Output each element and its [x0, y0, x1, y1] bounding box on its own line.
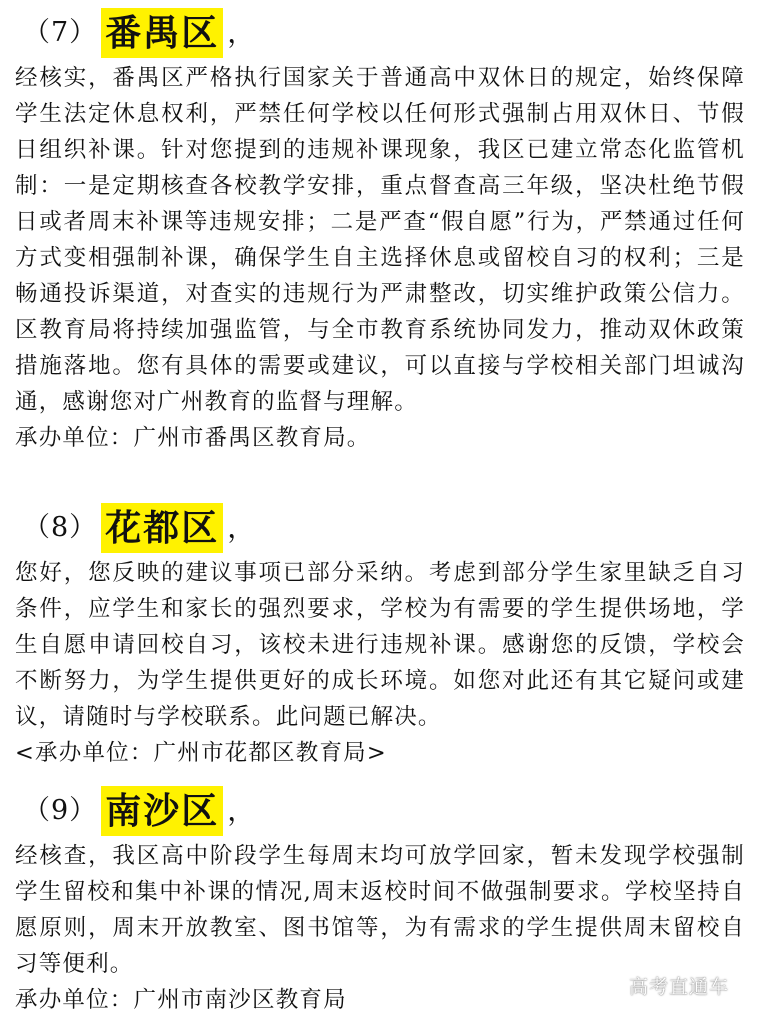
- heading-comma: ，: [227, 794, 256, 827]
- district-name-highlight: 番禺区: [101, 8, 223, 58]
- section-huadu: [15, 501, 745, 771]
- handling-unit: 承办单位：广州市南沙区教育局: [15, 987, 347, 1013]
- reply-text: 您好，您反映的建议事项已部分采纳。考虑到部分学生家里缺乏自习条件，应学生和家长的强烈要求，学校为有需要的学生提供场地，学生自愿申请回校自习，该校未进行违规补课。感谢您的反馈，学校会不断努力，为学生提供更好的成长环境。如您对此还有其它疑问或建议，请随时与学校联系。此问题已解决。: [15, 560, 745, 730]
- section-number: （7）: [23, 17, 98, 48]
- reply-text: 经核实，番禺区严格执行国家关于普通高中双休日的规定，始终保障学生法定休息权利，严禁任何学校以任何形式强制占用双休日、节假日组织补课。针对您提到的违规补课现象，我区已建立常态化监管机制：一是定期核查各校教学安排，重点督查高三年级，坚决杜绝节假日或者周末补课等违规安排；二是严查“假自愿”行为，严禁通过任何方式变相强制补课，确保学生自主选择休息或留校自习的权利；三是畅通投诉渠道，对查实的违规行为严肃整改，切实维护政策公信力。区教育局将持续加强监管，与全市教育系统协同发力，推动双休政策措施落地。您有具体的需要或建议，可以直接与学校相关部门坦诚沟通，感谢您对广州教育的监督与理解。: [15, 65, 745, 415]
- district-name-highlight: 南沙区: [101, 786, 223, 836]
- section-number: （9）: [23, 795, 98, 826]
- section-heading: [15, 6, 745, 60]
- section-heading: [15, 501, 745, 555]
- reply-text: 经核查，我区高中阶段学生每周末均可放学回家，暂未发现学校强制学生留校和集中补课的情况,周末返校时间不做强制要求。学校坚持自愿原则，周末开放教室、图书馆等，为有需求的学生提供周末留校自习等便利。: [15, 843, 745, 977]
- section-heading: [15, 784, 745, 838]
- heading-comma: ，: [227, 511, 256, 544]
- handling-unit: 承办单位：广州市番禺区教育局。: [15, 425, 371, 451]
- section-panyu: [15, 6, 745, 456]
- watermark: 高考直通车: [628, 976, 729, 998]
- handling-unit: <承办单位：广州市花都区教育局>: [15, 740, 387, 766]
- district-name-highlight: 花都区: [101, 503, 223, 553]
- heading-comma: ，: [227, 16, 256, 49]
- section-number: （8）: [23, 512, 98, 543]
